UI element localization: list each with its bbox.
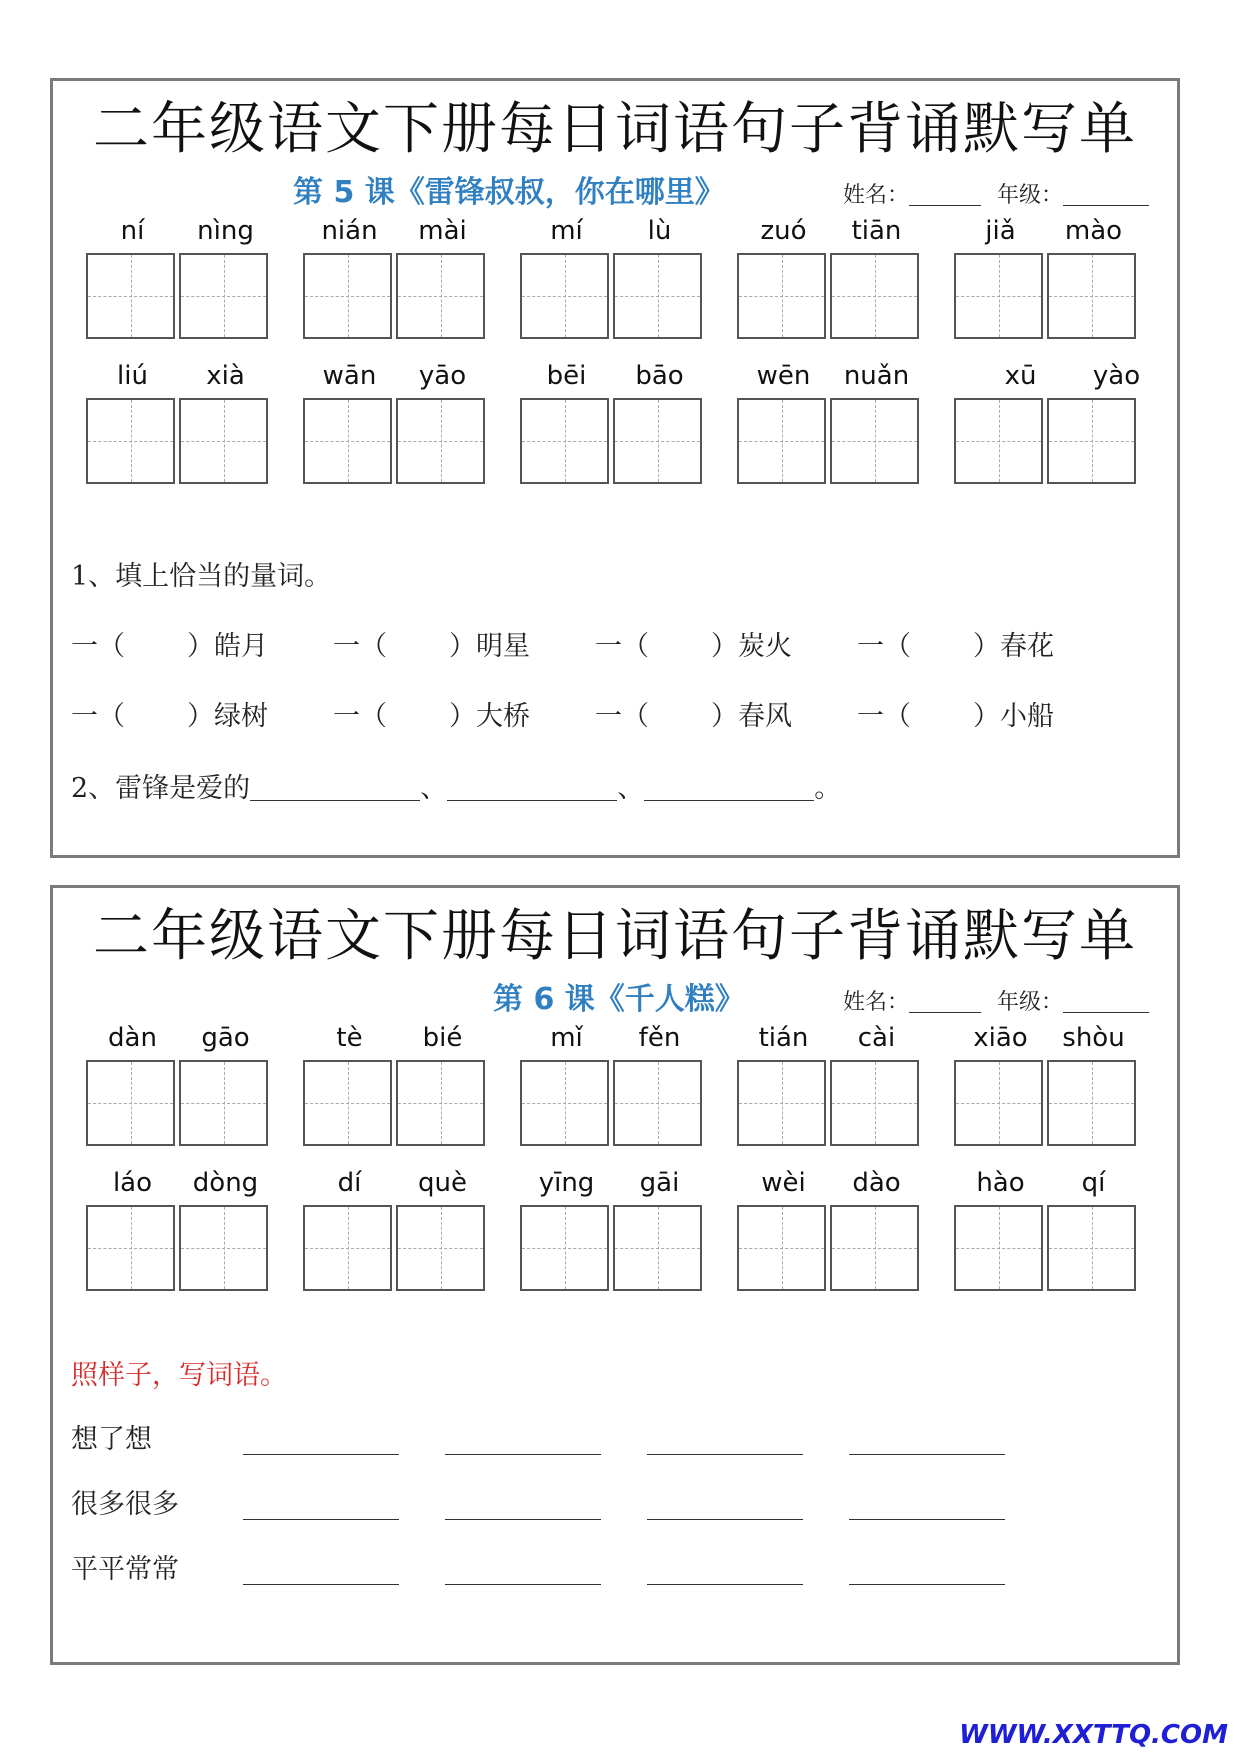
writing-box[interactable] xyxy=(179,253,268,339)
pinyin: liú xyxy=(117,361,148,391)
writing-box[interactable] xyxy=(737,1060,826,1146)
writing-box[interactable] xyxy=(396,253,485,339)
measure-noun: ）春风 xyxy=(711,701,792,732)
example-word: 平平常常 xyxy=(71,1554,179,1585)
writing-box[interactable] xyxy=(520,398,609,484)
writing-box[interactable] xyxy=(737,253,826,339)
writing-box[interactable] xyxy=(954,1205,1043,1291)
pinyin: wān xyxy=(322,361,377,391)
measure-prefix: 一（ xyxy=(595,631,649,662)
question-1: 1、填上恰当的量词。 xyxy=(71,561,332,592)
pinyin: cài xyxy=(857,1023,896,1053)
site-watermark: WWW.XXTTQ.COM xyxy=(959,1720,1228,1750)
measure-noun: ）皓月 xyxy=(187,631,268,662)
measure-noun: ）春花 xyxy=(973,631,1054,662)
writing-box[interactable] xyxy=(954,253,1043,339)
writing-box[interactable] xyxy=(520,253,609,339)
student-info xyxy=(843,179,1149,213)
vocab-item xyxy=(303,356,489,486)
writing-box[interactable] xyxy=(954,398,1043,484)
writing-box[interactable] xyxy=(613,1060,702,1146)
writing-box[interactable] xyxy=(179,398,268,484)
writing-box[interactable] xyxy=(396,398,485,484)
vocab-item xyxy=(520,1018,706,1148)
lesson-title: 第 6 课《千人糕》 xyxy=(493,982,745,1017)
example-word: 很多很多 xyxy=(71,1489,179,1520)
pinyin: xū xyxy=(1004,361,1037,391)
writing-box[interactable] xyxy=(737,398,826,484)
instruction: 照样子，写词语。 xyxy=(71,1360,287,1391)
pinyin: bēi xyxy=(546,361,587,391)
pinyin: què xyxy=(418,1168,467,1198)
worksheet-lesson-5 xyxy=(50,78,1180,858)
answer-line[interactable] xyxy=(445,1584,601,1585)
pinyin: nián xyxy=(321,216,378,246)
student-info xyxy=(843,986,1149,1020)
answer-line[interactable] xyxy=(849,1454,1005,1455)
vocab-item xyxy=(954,1018,1140,1148)
writing-box[interactable] xyxy=(1047,1205,1136,1291)
answer-line[interactable] xyxy=(243,1454,399,1455)
measure-word-item xyxy=(857,627,1054,667)
pinyin: fěn xyxy=(638,1023,681,1053)
writing-box[interactable] xyxy=(86,398,175,484)
pinyin: gāo xyxy=(201,1023,250,1053)
vocab-item xyxy=(303,211,489,341)
worksheet-title: 二年级语文下册每日词语句子背诵默写单 xyxy=(93,904,1137,969)
pinyin: dào xyxy=(852,1168,901,1198)
measure-word-item xyxy=(71,627,268,667)
measure-word-item xyxy=(333,627,530,667)
pinyin: láo xyxy=(112,1168,153,1198)
measure-word-item xyxy=(333,697,530,737)
vocab-item xyxy=(954,1163,1140,1293)
grade-label: 年级： xyxy=(997,183,1064,208)
measure-noun: ）明星 xyxy=(449,631,530,662)
pinyin: tián xyxy=(758,1023,809,1053)
example-word: 想了想 xyxy=(71,1424,152,1455)
pinyin: lù xyxy=(647,216,672,246)
vocab-item xyxy=(86,356,272,486)
answer-line[interactable] xyxy=(647,1584,803,1585)
vocab-item xyxy=(737,1018,923,1148)
separator: 、 xyxy=(420,773,448,804)
period: 。 xyxy=(814,773,842,804)
measure-prefix: 一（ xyxy=(857,631,911,662)
pinyin: yāo xyxy=(418,361,467,391)
writing-box[interactable] xyxy=(830,398,919,484)
writing-box[interactable] xyxy=(396,1060,485,1146)
pinyin: bié xyxy=(422,1023,463,1053)
measure-word-item xyxy=(857,697,1054,737)
name-field[interactable] xyxy=(909,988,981,1013)
writing-box[interactable] xyxy=(830,1205,919,1291)
writing-box[interactable] xyxy=(303,253,392,339)
writing-box[interactable] xyxy=(179,1205,268,1291)
measure-noun: ）炭火 xyxy=(711,631,792,662)
name-label: 姓名： xyxy=(843,183,910,208)
answer-line[interactable] xyxy=(647,1519,803,1520)
writing-box[interactable] xyxy=(613,1205,702,1291)
vocab-item xyxy=(737,1163,923,1293)
measure-prefix: 一（ xyxy=(333,701,387,732)
measure-noun: ）大桥 xyxy=(449,701,530,732)
pinyin: dàn xyxy=(108,1023,157,1053)
writing-box[interactable] xyxy=(1047,398,1136,484)
answer-line[interactable] xyxy=(849,1584,1005,1585)
writing-box[interactable] xyxy=(830,1060,919,1146)
pinyin: mǐ xyxy=(550,1023,583,1053)
writing-box[interactable] xyxy=(303,1060,392,1146)
pinyin: bāo xyxy=(635,361,684,391)
answer-line[interactable] xyxy=(243,1584,399,1585)
writing-box[interactable] xyxy=(613,253,702,339)
measure-word-item xyxy=(71,697,268,737)
vocab-item xyxy=(954,356,1140,486)
writing-box[interactable] xyxy=(1047,253,1136,339)
answer-line[interactable] xyxy=(647,1454,803,1455)
measure-prefix: 一（ xyxy=(333,631,387,662)
answer-line[interactable] xyxy=(849,1519,1005,1520)
pinyin: nìng xyxy=(197,216,254,246)
writing-box[interactable] xyxy=(520,1060,609,1146)
vocab-item xyxy=(86,1163,272,1293)
pinyin: dòng xyxy=(192,1168,259,1198)
writing-box[interactable] xyxy=(86,1060,175,1146)
answer-blank[interactable] xyxy=(447,770,617,801)
writing-box[interactable] xyxy=(737,1205,826,1291)
question-2 xyxy=(71,769,841,809)
pinyin: jiǎ xyxy=(985,216,1016,246)
measure-word-item xyxy=(595,697,792,737)
worksheet-title: 二年级语文下册每日词语句子背诵默写单 xyxy=(93,97,1137,162)
separator: 、 xyxy=(617,773,645,804)
vocab-item xyxy=(86,211,272,341)
pinyin: shòu xyxy=(1062,1023,1125,1053)
writing-box[interactable] xyxy=(303,398,392,484)
pinyin: tè xyxy=(336,1023,363,1053)
pinyin: wēn xyxy=(756,361,811,391)
measure-word-item xyxy=(595,627,792,667)
vocab-item xyxy=(520,211,706,341)
measure-prefix: 一（ xyxy=(71,701,125,732)
writing-box[interactable] xyxy=(179,1060,268,1146)
writing-box[interactable] xyxy=(520,1205,609,1291)
pinyin: nuǎn xyxy=(843,361,910,391)
vocab-item xyxy=(520,1163,706,1293)
pinyin: hào xyxy=(976,1168,1025,1198)
writing-box[interactable] xyxy=(396,1205,485,1291)
pinyin: mào xyxy=(1064,216,1123,246)
measure-prefix: 一（ xyxy=(857,701,911,732)
vocab-item xyxy=(520,356,706,486)
measure-noun: ）小船 xyxy=(973,701,1054,732)
pinyin: yào xyxy=(1092,361,1141,391)
writing-box[interactable] xyxy=(303,1205,392,1291)
grade-field[interactable] xyxy=(1063,181,1149,206)
pinyin: mí xyxy=(550,216,583,246)
measure-prefix: 一（ xyxy=(71,631,125,662)
writing-box[interactable] xyxy=(86,1205,175,1291)
worksheet-lesson-6 xyxy=(50,885,1180,1665)
answer-line[interactable] xyxy=(445,1454,601,1455)
grade-label: 年级： xyxy=(997,990,1064,1015)
pinyin: ní xyxy=(120,216,145,246)
name-field[interactable] xyxy=(909,181,981,206)
vocab-item xyxy=(737,211,923,341)
measure-prefix: 一（ xyxy=(595,701,649,732)
pinyin: wèi xyxy=(761,1168,806,1198)
answer-blank[interactable] xyxy=(644,770,814,801)
vocab-item xyxy=(303,1163,489,1293)
pinyin: mài xyxy=(418,216,467,246)
pinyin: dí xyxy=(337,1168,362,1198)
pinyin: yīng xyxy=(538,1168,595,1198)
pinyin: xià xyxy=(206,361,245,391)
name-label: 姓名： xyxy=(843,990,910,1015)
pinyin: qí xyxy=(1081,1168,1106,1198)
pinyin: xiāo xyxy=(973,1023,1028,1053)
measure-noun: ）绿树 xyxy=(187,701,268,732)
vocab-item xyxy=(303,1018,489,1148)
answer-line[interactable] xyxy=(445,1519,601,1520)
question-2-prompt: 2、雷锋是爱的 xyxy=(71,773,251,804)
vocab-item xyxy=(737,356,923,486)
pinyin: tiān xyxy=(851,216,902,246)
writing-box[interactable] xyxy=(1047,1060,1136,1146)
answer-blank[interactable] xyxy=(250,770,420,801)
answer-line[interactable] xyxy=(243,1519,399,1520)
lesson-title: 第 5 课《雷锋叔叔，你在哪里》 xyxy=(293,175,725,210)
vocab-item xyxy=(86,1018,272,1148)
pinyin: zuó xyxy=(760,216,807,246)
writing-box[interactable] xyxy=(954,1060,1043,1146)
grade-field[interactable] xyxy=(1063,988,1149,1013)
writing-box[interactable] xyxy=(830,253,919,339)
writing-box[interactable] xyxy=(86,253,175,339)
vocab-item xyxy=(954,211,1140,341)
writing-box[interactable] xyxy=(613,398,702,484)
pinyin: gāi xyxy=(639,1168,680,1198)
